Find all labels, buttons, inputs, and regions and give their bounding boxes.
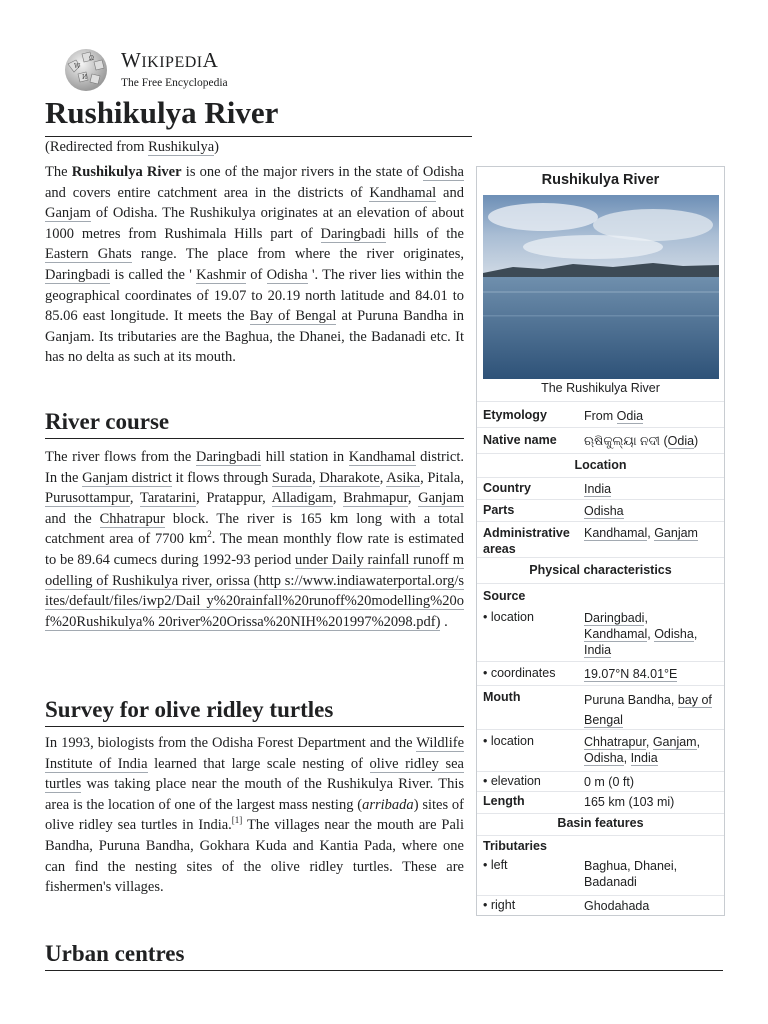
link-india-infobox-2[interactable]: India	[584, 643, 612, 657]
coordinates-label: • coordinates	[483, 666, 556, 680]
row-right-tributaries	[477, 895, 724, 916]
olive-ridley-paragraph: In 1993, biologists from the Odisha Forest Department and the Wildlife Institute of India learned that large scale nesting of olive ridley sea turtles was taking place near the mouth of the Rushikulya River. This area is the location of one of the largest mass nesting (arribada) sites of olive ridley sea turtles in India.[1] The villages near the mouth are Pali Bandha, Puruna Bandha, Gokhara Kuda and Kantia Pada, where one can find the nesting sites of the olive ridley turtles. These are fishermen's villages.	[45, 735, 465, 896]
basin-header: Basin features	[557, 816, 644, 830]
mouth-label: Mouth	[483, 690, 521, 704]
link-brahmapur[interactable]: Brahmapur	[343, 490, 408, 507]
link-kashmir[interactable]: Kashmir	[196, 266, 247, 283]
link-asika[interactable]: Asika	[386, 469, 421, 486]
row-etymology	[477, 401, 724, 428]
row-physical-header	[477, 557, 724, 584]
heading-urban-centres: Urban centres	[45, 941, 185, 966]
etymology-value: From Odia	[584, 409, 644, 423]
link-ganjam-infobox[interactable]: Ganjam	[654, 526, 698, 540]
title-divider	[45, 136, 472, 137]
link-ganjam-2[interactable]: Ganjam	[418, 490, 465, 507]
link-olive-ridley-turtles[interactable]: olive ridley sea turtles	[45, 755, 464, 793]
right-tributaries-label: • right	[483, 898, 516, 912]
link-odia-2[interactable]: Odia	[667, 434, 695, 448]
row-length	[477, 791, 724, 814]
row-administrative-areas: Administrative areas Kandhamal, Ganjam	[477, 521, 724, 558]
link-kandhamal-infobox-2[interactable]: Kandhamal	[584, 627, 648, 641]
link-chhatrapur-infobox[interactable]: Chhatrapur	[584, 735, 646, 749]
left-tributaries-value: Baghua, Dhanei, Badanadi	[584, 859, 678, 889]
parts-label: Parts	[483, 503, 515, 517]
etymology-label: Etymology	[483, 408, 547, 422]
link-odisha-2[interactable]: Odisha	[266, 266, 308, 283]
link-coordinates[interactable]: 19.07°N 84.01°E	[584, 667, 678, 681]
page-title: Rushikulya River	[45, 95, 279, 130]
link-odisha-infobox-2[interactable]: Odisha	[654, 627, 694, 641]
left-tributaries-label: • left	[483, 858, 508, 872]
svg-text:W: W	[74, 63, 81, 70]
photo-caption: The Rushikulya River	[541, 381, 660, 395]
link-bay-of-bengal[interactable]: Bay of Bengal	[249, 308, 337, 325]
row-basin-header	[477, 813, 724, 836]
link-odisha[interactable]: Odisha	[422, 164, 464, 180]
infobox	[476, 166, 725, 916]
admin-label: Administrative areas	[483, 526, 570, 556]
river-course-divider	[45, 438, 464, 439]
length-value: 165 km (103 mi)	[584, 795, 675, 809]
link-ganjam-district[interactable]: Ganjam district	[82, 469, 172, 486]
link-bay-of-bengal-infobox[interactable]: bay of Bengal	[584, 693, 712, 727]
row-source-location: • location Daringbadi, Kandhamal, Odisha, India	[483, 610, 698, 657]
wikipedia-globe-logo[interactable]	[62, 46, 112, 92]
link-daringbadi-2[interactable]: Daringbadi	[45, 266, 111, 283]
link-ganjam-infobox-2[interactable]: Ganjam	[652, 735, 697, 749]
link-odisha-infobox-3[interactable]: Odisha	[584, 751, 624, 765]
brand-name: WIKIPEDIA	[121, 48, 219, 72]
link-alladigam[interactable]: Alladigam	[271, 490, 333, 507]
source-location-label: • location	[483, 610, 534, 624]
river-course-paragraph: The river flows from the Daringbadi hill station in Kandhamal district. In the Ganjam district it flows through Surada, Dharakote, Asika, Pitala, Purusottampur, Taratarini, Pratappur, Alladigam, Brahmapur, Ganjam and the Chhatrapur block. The river is 165 km long with a total catchment area of 7700 $km^2$. The mean monthly flow rate is estimated to be 89.64 cumecs during 1992-93 period under Daily rainfall runoff modelling of Rushikulya river, orissa (http s://www.indiawaterportal.org/sites/default/files/iwp2/Dail y%20rainfall%20runoff%20modelling%20of%20Rushikulya% 20river%20Orissa%20NIH%201997%2098.pdf) .	[45, 449, 465, 630]
heading-olive-ridley: Survey for olive ridley turtles	[45, 697, 334, 722]
intro-bold-title: Rushikulya River	[71, 164, 182, 180]
link-wildlife-institute[interactable]: Wildlife Institute of India	[45, 735, 464, 772]
link-rainfall-runoff-report[interactable]: under Daily rainfall runoff modelling of Rushikulya river, orissa (http s://www.indiawaterportal.org/sites/default/files/iwp2/Dail y%20rainfall%20runoff%20modelling%20of%20Rushikulya% 20river%20Orissa%20NIH%201997%2098.pdf)	[45, 551, 465, 630]
source-label: Source	[483, 589, 526, 603]
row-parts	[477, 499, 724, 522]
svg-text:Ω: Ω	[89, 55, 94, 62]
row-left-tributaries	[477, 857, 724, 895]
intro-paragraph: The Rushikulya River is one of the major rivers in the state of Odisha and covers entire catchment area in the districts of Kandhamal and Ganjam of Odisha. The Rushikulya originates at an elevation of about 1000 metres from Rushimala Hills part of Daringbadi hills of the Eastern Ghats range. The place from where the river originates, Daringbadi is called the ' Kashmir of Odisha '. The river lies within the geographical coordinates of 19.07 to 20.19 north latitude and 84.01 to 85.06 east longitude. It meets the Bay of Bengal at Puruna Bandha in Ganjam. Its tributaries are the Baghua, the Dhanei, the Badanadi etc. It has no delta as such at its mouth.	[45, 164, 464, 366]
right-tributaries-value: Ghodahada	[584, 899, 650, 913]
row-elevation	[477, 771, 724, 792]
link-kandhamal-2[interactable]: Kandhamal	[348, 449, 416, 465]
link-surada[interactable]: Surada	[271, 469, 313, 486]
row-native-name	[477, 427, 724, 454]
link-dharakote[interactable]: Dharakote	[319, 469, 380, 486]
mouth-location-label: • location	[483, 734, 534, 748]
link-eastern-ghats[interactable]: Eastern Ghats	[45, 246, 132, 263]
svg-text:И: И	[82, 74, 88, 81]
row-location-header	[477, 453, 724, 478]
redirect-link[interactable]: Rushikulya	[148, 139, 215, 155]
row-source	[477, 583, 724, 608]
link-purusottampur[interactable]: Purusottampur	[45, 490, 130, 507]
heading-river-course: River course	[45, 409, 170, 434]
elevation-label: • elevation	[483, 774, 541, 788]
native-name-value: ଋଷିକୁଲ୍ୟା ନଦୀ (Odia)	[584, 434, 699, 448]
country-label: Country	[483, 481, 531, 495]
olive-ridley-divider	[45, 726, 464, 727]
redirect-notice: (Redirected from Rushikulya)	[45, 139, 219, 155]
river-photo[interactable]	[483, 195, 719, 379]
link-india[interactable]: India	[584, 482, 612, 496]
arribada-term: arribada	[362, 796, 414, 813]
tributaries-label: Tributaries	[483, 839, 547, 853]
link-taratarini[interactable]: Taratarini	[139, 490, 197, 507]
infobox-title: Rushikulya River	[541, 172, 660, 188]
row-tributaries	[477, 835, 724, 858]
brand-tagline: The Free Encyclopedia	[121, 77, 228, 89]
link-kandhamal[interactable]: Kandhamal	[369, 184, 437, 201]
row-mouth: Mouth Puruna Bandha, bay of Bengal	[477, 685, 724, 730]
link-ganjam[interactable]: Ganjam	[45, 205, 91, 222]
superscript-2: 2	[207, 529, 212, 540]
physical-header: Physical characteristics	[529, 563, 672, 577]
link-daringbadi-3[interactable]: Daringbadi	[195, 449, 262, 465]
link-india-infobox-3[interactable]: India	[630, 751, 658, 765]
native-name-label: Native name	[483, 433, 557, 447]
urban-centres-divider	[45, 970, 723, 971]
link-odia[interactable]: Odia	[616, 409, 644, 423]
location-header: Location	[574, 458, 627, 472]
row-country	[477, 477, 724, 500]
link-daringbadi-infobox[interactable]: Daringbadi	[584, 611, 645, 625]
reference-1[interactable]: [1]	[231, 815, 243, 826]
link-daringbadi[interactable]: Daringbadi	[320, 225, 386, 242]
length-label: Length	[483, 794, 525, 808]
row-coordinates	[477, 661, 724, 686]
link-kandhamal-infobox[interactable]: Kandhamal	[584, 526, 648, 540]
elevation-value: 0 m (0 ft)	[584, 775, 635, 789]
link-odisha-infobox[interactable]: Odisha	[584, 504, 624, 518]
wikipedia-wordmark[interactable]	[121, 50, 228, 90]
link-chhatrapur[interactable]: Chhatrapur	[99, 510, 165, 527]
row-mouth-location: • location Chhatrapur, Ganjam, Odisha, India	[477, 729, 724, 772]
